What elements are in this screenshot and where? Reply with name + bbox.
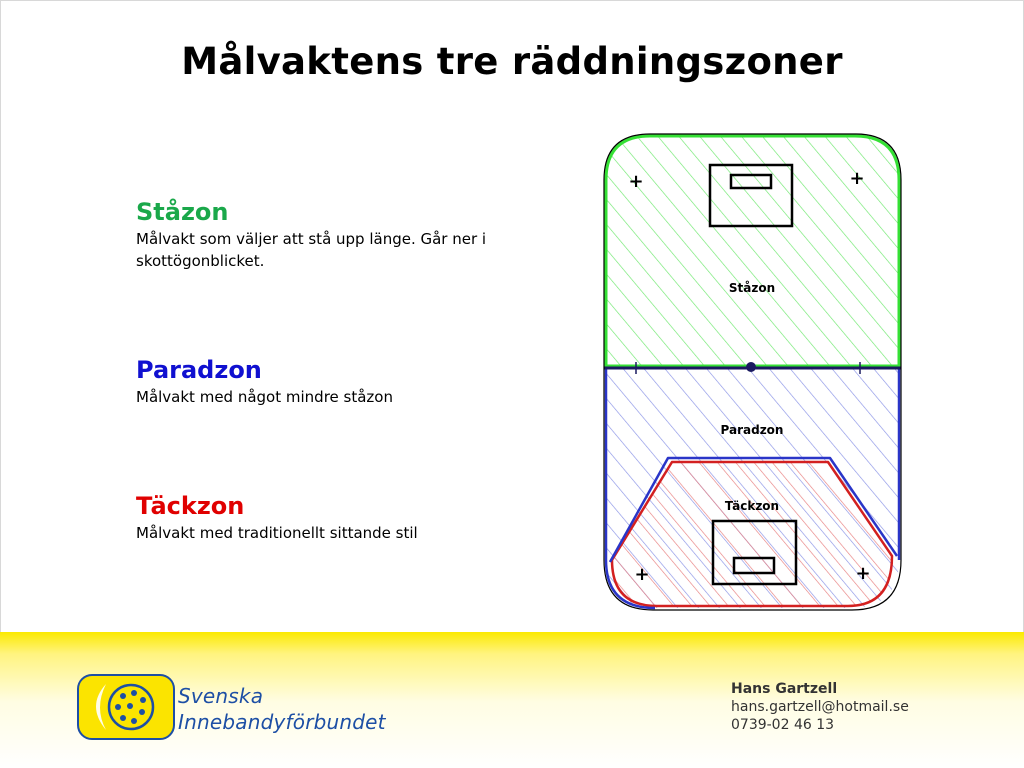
goal-zone-diagram: [596, 128, 906, 620]
zone-paradzon-description: Målvakt med något mindre ståzon: [136, 388, 393, 406]
floorball-logo-icon: [76, 672, 176, 742]
zone-paradzon-heading: Paradzon: [136, 356, 262, 384]
plus-mark: +: [628, 171, 644, 192]
plus-mark: +: [634, 564, 650, 585]
diagram-label-stazon: Ståzon: [728, 281, 776, 295]
zone-stazon-description: Målvakt som väljer att stå upp länge. Går ner i skottögonblicket.: [136, 230, 487, 270]
zone-tackzon-description: Målvakt med traditionellt sittande stil: [136, 524, 418, 542]
contact-phone: 0739-02 46 13: [731, 717, 835, 733]
zone-stazon: [136, 198, 556, 272]
zone-tackzon-heading: Täckzon: [136, 492, 245, 520]
plus-mark: +: [849, 168, 865, 189]
diagram-label-paradzon: Paradzon: [720, 423, 784, 437]
contact-name: Hans Gartzell: [731, 681, 838, 697]
slide-title: Målvaktens tre räddningszoner: [181, 40, 843, 83]
logo-text-line2: Innebandyförbundet: [178, 710, 386, 734]
contact-block: [731, 680, 909, 734]
zone-tackzon: [136, 492, 556, 544]
contact-email: hans.gartzell@hotmail.se: [731, 699, 909, 715]
center-spot: [746, 362, 756, 372]
diagram-label-tackzon: Täckzon: [724, 499, 780, 513]
logo-text-line1: Svenska: [178, 684, 264, 708]
zone-paradzon: [136, 356, 556, 408]
zone-stazon-heading: Ståzon: [136, 198, 229, 226]
plus-mark: +: [855, 563, 871, 584]
